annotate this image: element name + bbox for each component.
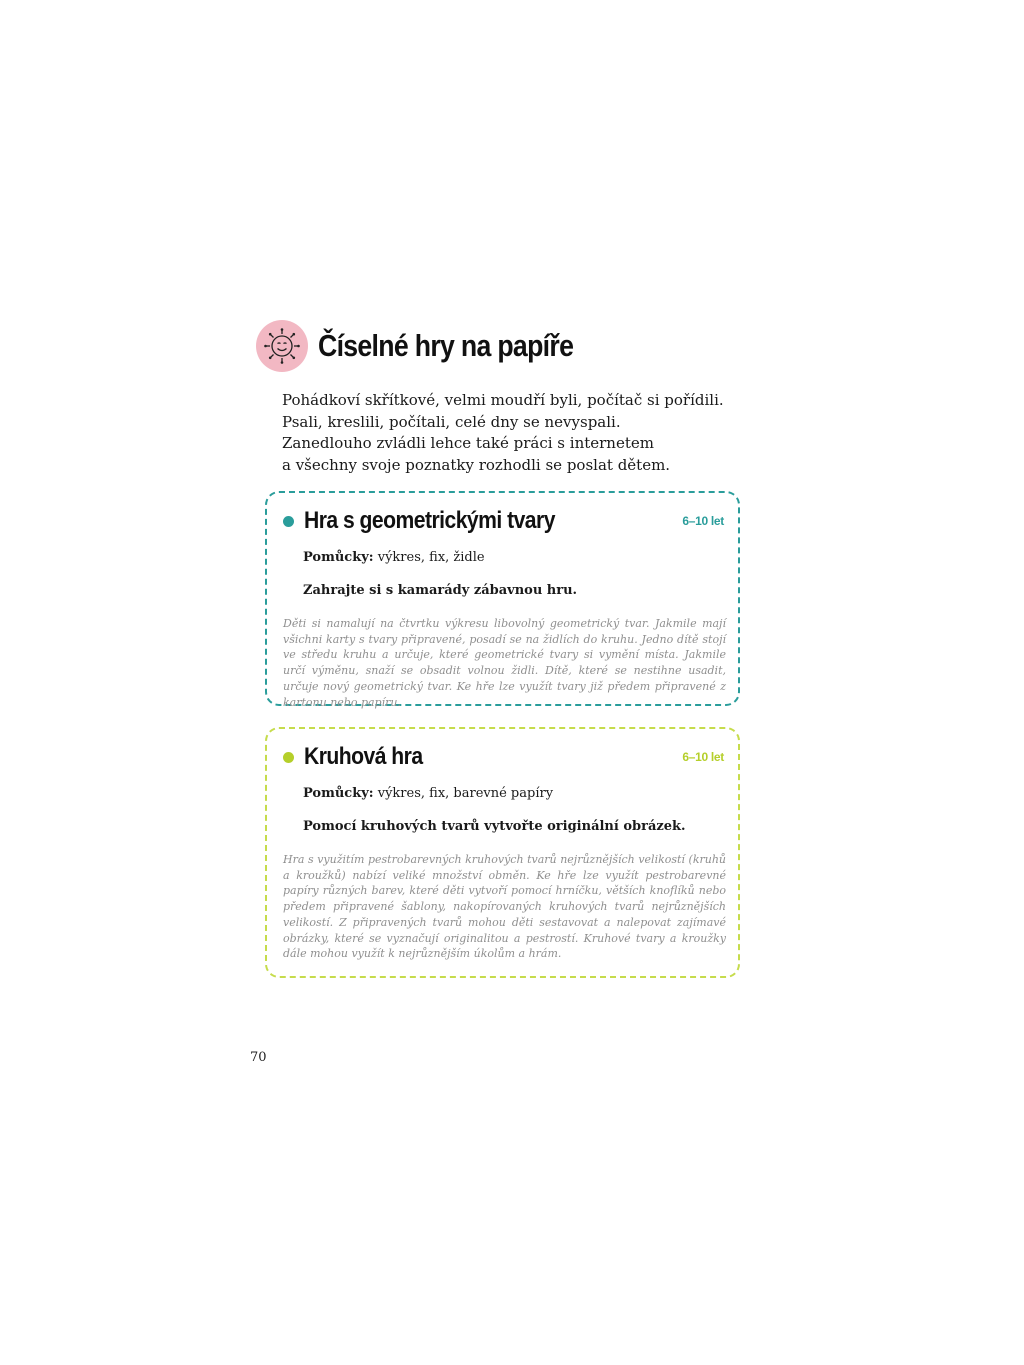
tools-value: výkres, fix, židle — [377, 550, 485, 565]
card-heading — [283, 743, 439, 771]
tools-line — [303, 550, 485, 565]
card-title: Hra s geometrickými tvary — [304, 507, 555, 534]
game-card-circle-game — [265, 727, 740, 978]
bullet-dot-icon — [283, 752, 294, 763]
tools-label: Pomůcky: — [303, 786, 374, 801]
poem-line: Pohádkoví skřítkové, velmi moudří byli, počítač si pořídili. — [282, 391, 724, 409]
page-number: 70 — [250, 1050, 267, 1065]
bullet-dot-icon — [283, 516, 294, 527]
poem-line: Zanedlouho zvládli lehce také práci s internetem — [282, 434, 654, 452]
tools-line — [303, 786, 553, 801]
poem-line: a všechny svoje poznatky rozhodli se poslat dětem. — [282, 455, 671, 474]
card-intro: Pomocí kruhových tvarů vytvořte originální obrázek. — [303, 819, 686, 834]
card-description: Děti si namalují na čtvrtku výkresu libovolný geometrický tvar. Jakmile mají všichni karty s tvary připravené, posadí se na židlích do kruhu. Jedno dítě stojí ve středu kruhu a určuje, které geometrické tvary si vymění místa. Jakmile určí výměnu, snaží se obsadit volnou židli. Dítě, které se nestihne usadit, určuje nový geometrický tvar. Ke hře lze využít tvary již předem připravené z kartonu nebo papíru. — [283, 617, 726, 709]
card-heading — [283, 507, 589, 535]
intro-poem — [282, 390, 724, 476]
tools-label: Pomůcky: — [303, 550, 374, 565]
card-description: Hra s využitím pestrobarevných kruhových tvarů nejrůznějších velikostí (kruhů a kroužků) nabízí veliké množství obměn. Ke hře lze využít pestrobarevné papíry různých barev, které děti vytvoří pomocí hrníčku, větších knoflíků nebo předem připravené šablony, nakopírovaných kruhových tvarů nejrůznějších velikostí. Z připravených tvarů mohou děti sestavovat a nalepovat zajímavé obrázky, které se vyznačují originalitou a pestrostí. Kruhové tvary a kroužky dále mohou využít k nejrůznějším úkolům a hrám. — [283, 853, 726, 961]
page-title: Číselné hry na papíře — [318, 328, 574, 363]
poem-line: Psali, kreslili, počítali, celé dny se nevyspali. — [282, 412, 621, 431]
page-header — [256, 320, 615, 372]
age-label: 6–10 let — [682, 750, 724, 764]
age-label: 6–10 let — [682, 514, 724, 528]
card-title: Kruhová hra — [304, 743, 423, 770]
sun-face-icon — [256, 320, 308, 372]
card-intro: Zahrajte si s kamarády zábavnou hru. — [303, 583, 578, 598]
game-card-geometric-shapes — [265, 491, 740, 709]
tools-value: výkres, fix, barevné papíry — [377, 786, 554, 801]
